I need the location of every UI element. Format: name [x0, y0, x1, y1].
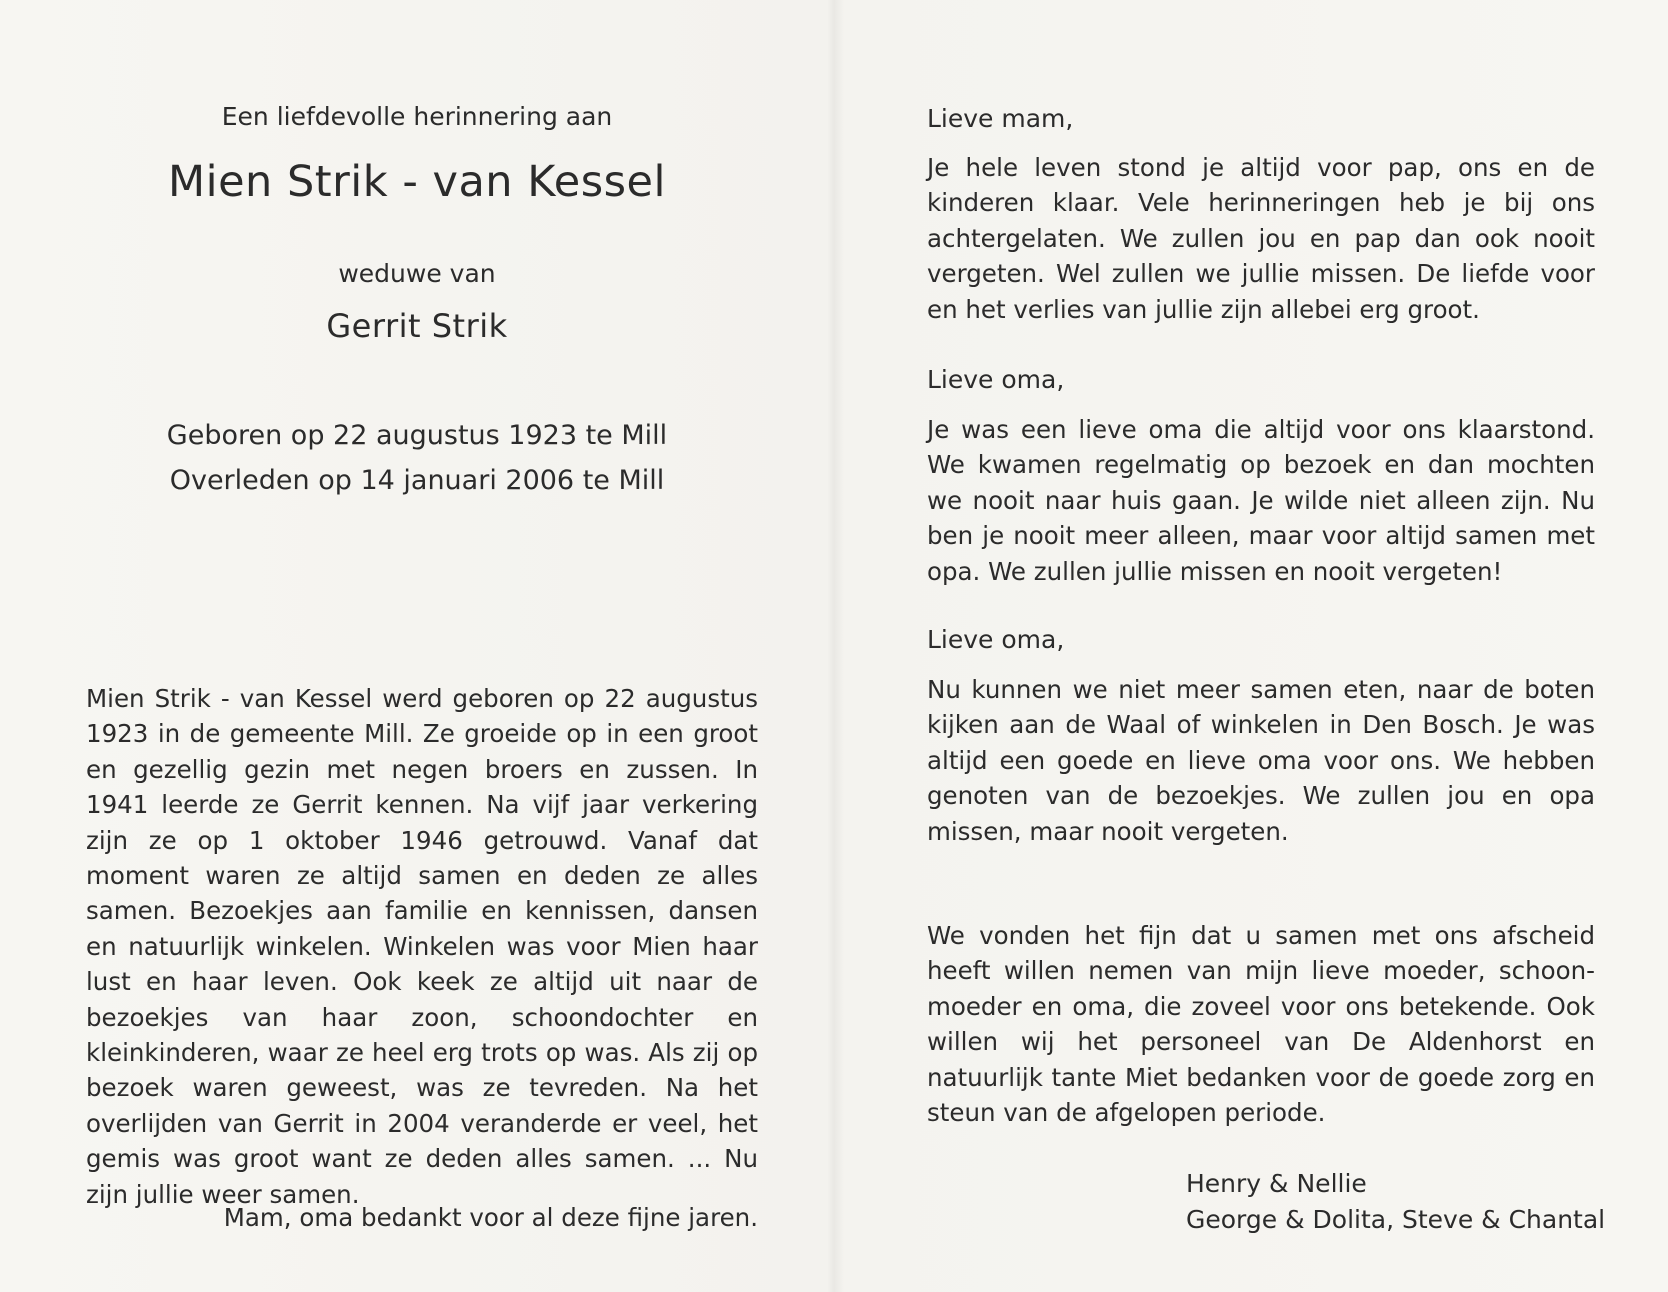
right-page [834, 0, 1668, 1292]
deceased-name: Mien Strik - van Kessel [168, 157, 666, 207]
widow-of-label: weduwe van [338, 259, 496, 288]
signature-line-1: Henry & Nellie [1186, 1169, 1367, 1198]
paragraph-oma-2: Nu kunnen we niet meer samen eten, naar de boten kijken aan de Waal of winkelen in Den Bosch. Je was altijd een goede en lieve oma voor ons. We hebben genoten van de bezoekjes. We zullen jou en opa missen, maar nooit vergeten. [927, 675, 1595, 846]
paragraph-oma-1: Je was een lieve oma die altijd voor ons klaarstond. We kwamen regelmatig op bezoek en dan mochten we nooit naar huis gaan. Je wilde niet alleen zijn. Nu ben je nooit meer alleen, maar voor altijd samen met opa. We zullen jullie missen en nooit vergeten! [927, 415, 1595, 586]
heading-lieve-mam: Lieve mam, [927, 104, 1074, 133]
signature-line-2: George & Dolita, Steve & Chantal [1186, 1205, 1606, 1234]
thanks-paragraph: We vonden het fijn dat u samen met ons afscheid heeft willen nemen van mijn lieve moeder, schoon-moeder en oma, die zoveel voor ons betekende. Ook willen wij het personeel van De Aldenhorst en natuurlijk tante Miet bedanken voor de goede zorg en steun van de afgelopen periode. [927, 921, 1595, 1128]
spouse-name: Gerrit Strik [326, 307, 508, 345]
heading-lieve-oma-1: Lieve oma, [927, 365, 1065, 394]
heading-lieve-oma-2: Lieve oma, [927, 625, 1065, 654]
death-line: Overleden op 14 januari 2006 te Mill [169, 465, 665, 496]
closing-line: Mam, oma bedankt voor al deze fijne jaren. [223, 1203, 758, 1232]
intro-line: Een liefdevolle herinnering aan [221, 102, 613, 131]
birth-line: Geboren op 22 augustus 1923 te Mill [166, 420, 668, 451]
paragraph-mam: Je hele leven stond je altijd voor pap, ons en de kinderen klaar. Vele herinneringen heb je bij ons achtergelaten. We zullen jou en pap dan ook nooit vergeten. Wel zullen we jullie missen. De liefde voor en het verlies van jullie zijn allebei erg groot. [927, 153, 1595, 324]
biography-paragraph: Mien Strik - van Kessel werd geboren op 22 augustus 1923 in de gemeente Mill. Ze groeide op in een groot en gezellig gezin met negen broers en zussen. In 1941 leerde ze Gerrit kennen. Na vijf jaar verkering zijn ze op 1 oktober 1946 getrouwd. Vanaf dat moment waren ze altijd samen en deden ze alles samen. Bezoekjes aan familie en kennissen, dansen en natuurlijk winkelen. Winkelen was voor Mien haar lust en haar leven. Ook keek ze altijd uit naar de bezoekjes van haar zoon, schoondochter en kleinkinderen, waar ze heel erg trots op was. Als zij op bezoek waren geweest, was ze tevreden. Na het overlijden van Gerrit in 2004 veranderde er veel, het gemis was groot want ze deden alles samen. ... Nu zijn jullie weer samen. [86, 684, 758, 1209]
